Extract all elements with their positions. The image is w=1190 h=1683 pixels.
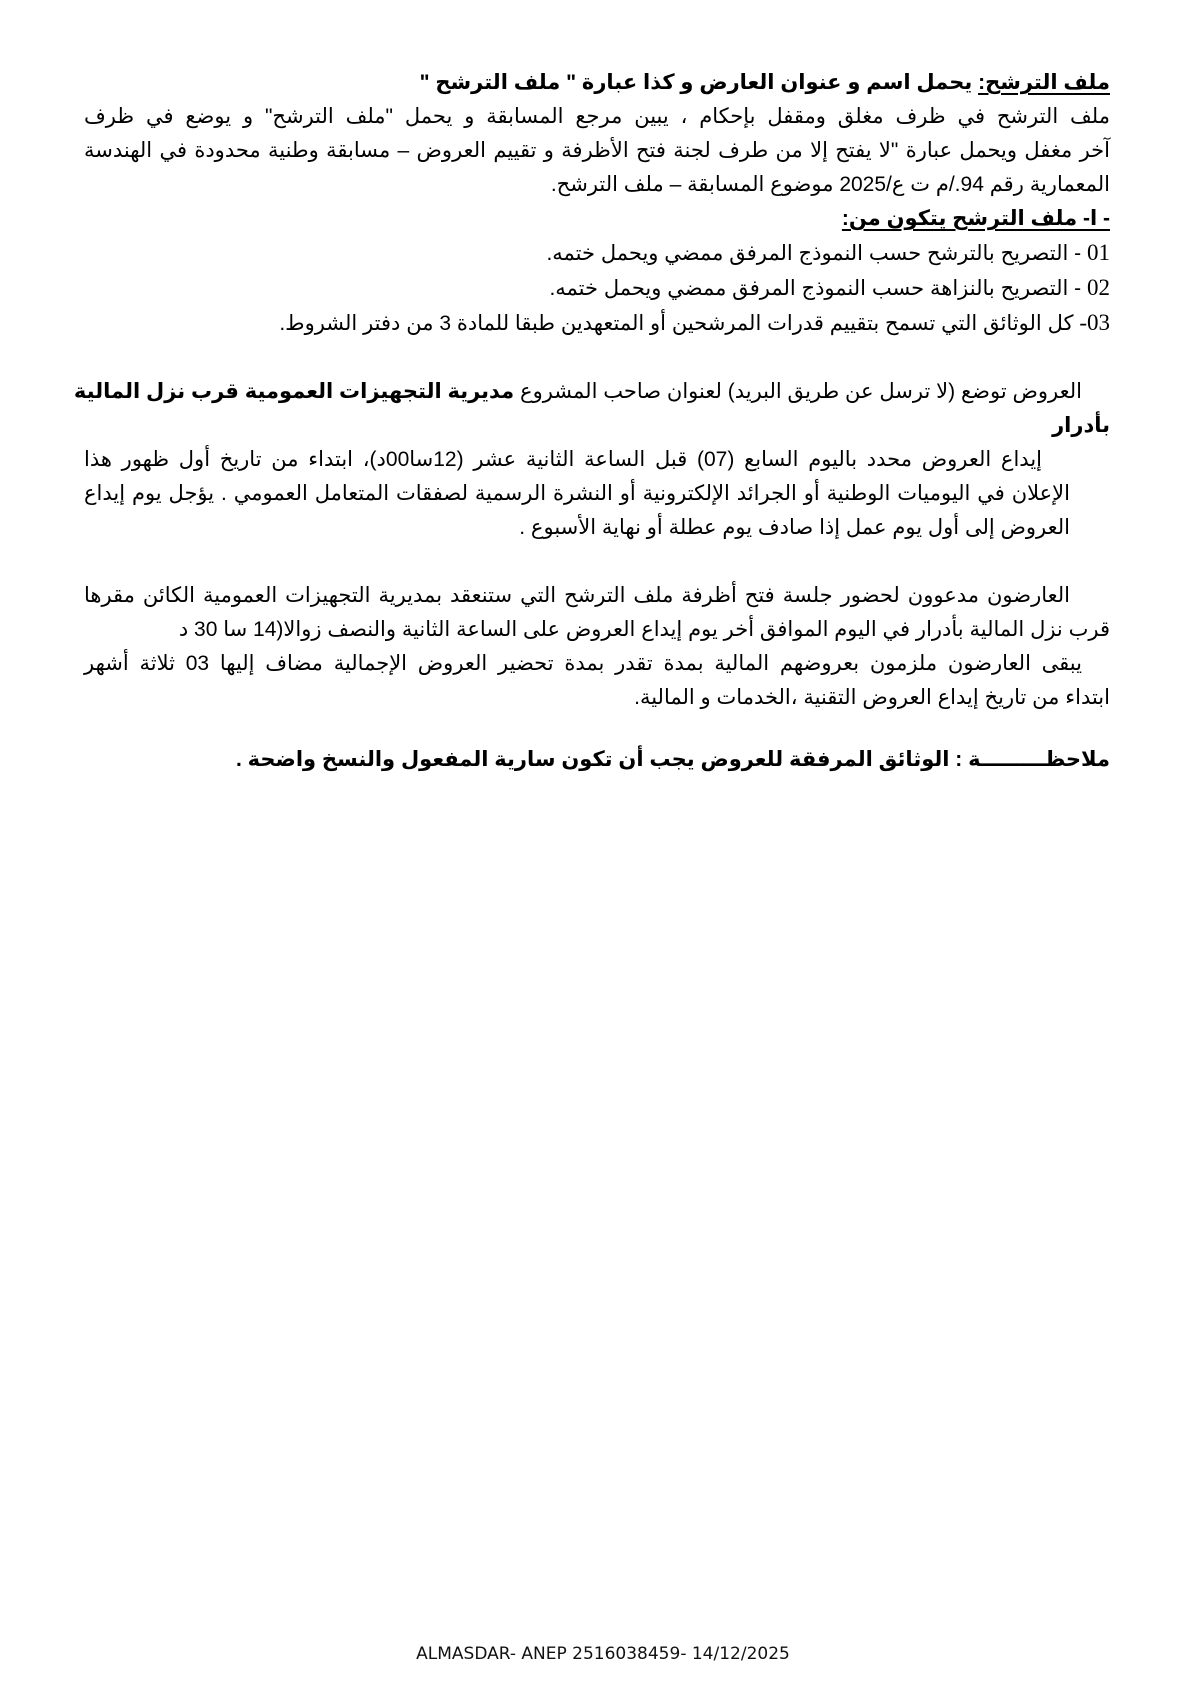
section1-item-1 [84, 236, 1110, 271]
section1-item-3 [84, 306, 1110, 341]
item-number: 03- [1079, 310, 1110, 335]
section2-line-2: بأدرار [1052, 414, 1110, 437]
section2-regular-text: العروض توضع (لا ترسل عن طريق البريد) لعنوان صاحب المشروع [514, 380, 1082, 403]
document-page [73, 66, 1110, 777]
footer-reference: ALMASDAR- ANEP 2516038459- 14/12/2025 [416, 1644, 790, 1664]
section1-item-2 [84, 271, 1110, 306]
section4-line-3: يبقى العارضون ملزمون بعروضهم المالية بمدة تقدر بمدة تحضير العروض الإجمالية مضاف إليها 03 ثلاثة أشهر [84, 652, 1082, 675]
section1-subheading-text: - ا- ملف الترشح يتكون من: [841, 207, 1110, 230]
section1-heading-rest: يحمل اسم و عنوان العارض و كذا عبارة " ملف الترشح " [419, 71, 979, 94]
section1-paragraph-line-2: آخر مغفل ويحمل عبارة "لا يفتح إلا من طرف لجنة فتح الأظرفة و تقييم العروض – مسابقة وطنية محدودة في الهندسة [84, 139, 1110, 162]
section4-line-1: العارضون مدعوون لحضور جلسة فتح أظرفة ملف الترشح التي ستنعقد بمديرية التجهيزات العمومية الكائن مقرها [84, 584, 1070, 607]
section1-paragraph-line-1: ملف الترشح في ظرف مغلق ومقفل بإحكام ، يبين مرجع المسابقة و يحمل "ملف الترشح" و يوضع في ظرف [84, 105, 1110, 128]
item-number: 02 [1087, 275, 1110, 300]
section3-line-3: العروض إلى أول يوم عمل إذا صادف يوم عطلة أو نهاية الأسبوع . [519, 516, 1070, 539]
section1-heading [84, 66, 1110, 100]
section1-subheading [84, 202, 1110, 236]
spacer [84, 715, 1110, 743]
note-line [84, 743, 1110, 777]
spacer [84, 545, 1110, 579]
note-text: : الوثائق المرفقة للعروض يجب أن تكون سارية المفعول والنسخ واضحة . [235, 748, 969, 771]
section3-line-2: الإعلان في اليوميات الوطنية أو الجرائد الإلكترونية أو النشرة الرسمية لصفقات المتعامل العمومي . يؤجل يوم إيداع [84, 482, 1070, 505]
section3-line-1: إيداع العروض محدد باليوم السابع (07) قبل الساعة الثانية عشر (12سا00د)، ابتداء من تاريخ أول ظهور هذا [84, 448, 1042, 471]
note-label: ملاحظـــــــــة [968, 748, 1110, 771]
section2-line-1 [73, 375, 1110, 409]
section1-paragraph-line-3: المعمارية رقم 94./م ت ع/2025 موضوع المسابقة – ملف الترشح. [550, 173, 1110, 196]
section2-bold-address: مديرية التجهيزات العمومية قرب نزل المالية [73, 380, 515, 403]
section1-heading-underlined: ملف الترشح: [978, 71, 1110, 94]
spacer [84, 341, 1110, 375]
item-text: - التصريح بالترشح حسب النموذج المرفق ممضي ويحمل ختمه. [546, 242, 1087, 265]
item-number: 01 [1087, 240, 1110, 265]
item-text: كل الوثائق التي تسمح بتقييم قدرات المرشحين أو المتعهدين طبقا للمادة 3 من دفتر الشروط. [279, 312, 1080, 335]
section4-line-2: قرب نزل المالية بأدرار في اليوم الموافق أخر يوم إيداع العروض على الساعة الثانية والنصف زوالا(14 سا 30 د [178, 618, 1110, 641]
section3-block [84, 443, 1070, 545]
section4-line-4: ابتداء من تاريخ إيداع العروض التقنية ،الخدمات و المالية. [634, 686, 1110, 709]
item-text: - التصريح بالنزاهة حسب النموذج المرفق ممضي ويحمل ختمه. [549, 277, 1087, 300]
